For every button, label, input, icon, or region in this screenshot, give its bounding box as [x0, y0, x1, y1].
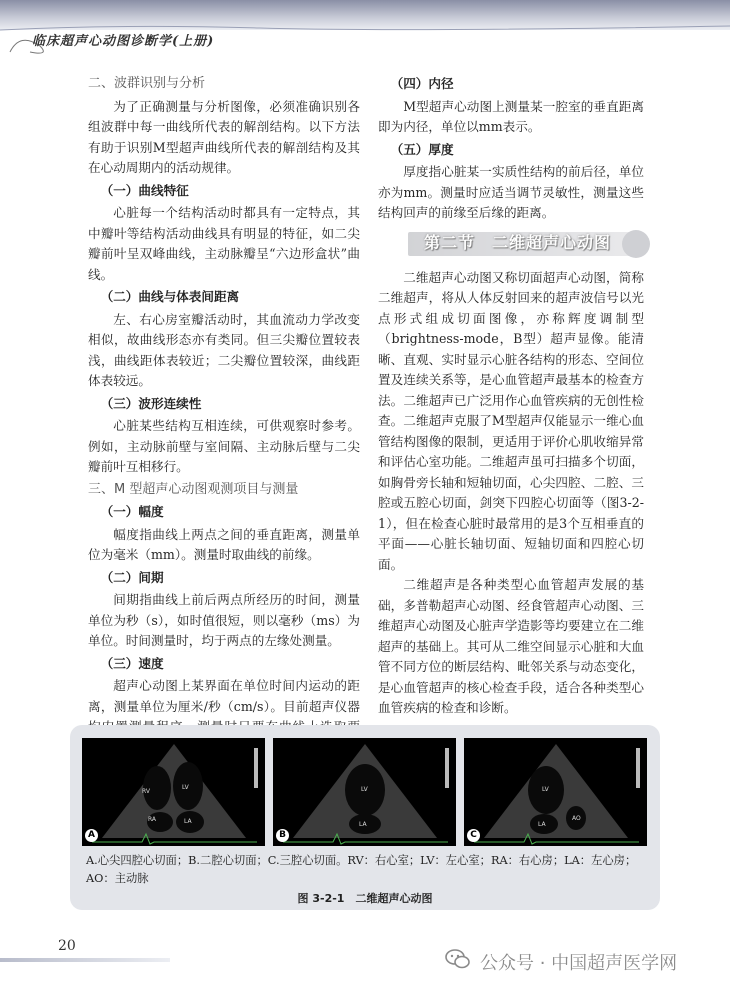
echo-panel-c	[464, 738, 647, 846]
subheading: （二）间期	[100, 569, 164, 585]
paragraph: 左、右心房室瓣活动时，其血流动力学改变相似，故曲线形态亦有类同。但三尖瓣位置较表浅，曲线距体表较近；二尖瓣位置较深，曲线距体表较远。	[88, 311, 360, 388]
paragraph: 心脏某些结构互相连续，可供观察时参考。例如，主动脉前壁与室间隔、主动脉后壁与二尖瓣前叶互相移行。	[88, 418, 360, 474]
panel-tag: B	[276, 829, 289, 842]
echo-label: RA	[148, 816, 157, 823]
right-column	[378, 72, 644, 719]
paragraph: 幅度指曲线上两点之间的垂直距离，测量单位为毫米（mm）。测量时取曲线的前缘。	[88, 526, 360, 562]
section-title: 第二节 二维超声心动图	[424, 232, 612, 252]
paragraph: 心脏每一个结构活动时都具有一定特点，其中瓣叶等结构活动曲线具有明显的特征，如二尖瓣前叶呈双峰曲线，主动脉瓣呈“六边形盒状”曲线。	[88, 205, 360, 282]
page-number-bar	[0, 958, 170, 962]
figure-caption: A.心尖四腔心切面；B.二腔心切面；C.三腔心切面。RV：右心室；LV：左心室；RA：右心房；LA：左心房；AO：主动脉	[86, 854, 637, 885]
subheading: （三）速度	[100, 655, 164, 671]
echo-label: AO	[572, 815, 581, 822]
figure-label: 图 3-2-1 二维超声心动图	[297, 892, 433, 905]
paragraph: 二维超声心动图又称切面超声心动图，简称二维超声，将从人体反射回来的超声波信号以光点形式组成切面图像，亦称辉度调制型（brightness-mode，B型）超声显像。能清晰、直观、实时显示心脏各结构的形态、空间位置及连续关系等，是心血管超声最基本的检查方法。二维超声已广泛用作心血管疾病的无创性检查。二维超声克服了M型超声仅能显示一维心血管结构图像的限制，更适用于评价心肌收缩异常和评估心室功能。二维超声虽可扫描多个切面，如胸骨旁长轴和短轴切面，心尖四腔、二腔、三腔或五腔心切面，剑突下四腔心切面等（图3-2-1），但在检查心脏时最常用的是3个互相垂直的平面——心脏长轴切面、短轴切面和四腔心切面。	[378, 269, 644, 572]
subheading: （三）波形连续性	[100, 395, 202, 411]
echo-label: LV	[182, 784, 189, 791]
paragraph: 二维超声是各种类型心血管超声发展的基础，多普勒超声心动图、经食管超声心动图、三维超声心动图及心脏声学造影等均要建立在二维超声的基础上。其可从二维空间显示心脏和大血管不同方位的断层结构、毗邻关系与动态变化，是心血管超声的核心检查手段，适合各种类型心血管疾病的检查和诊断。	[378, 577, 644, 715]
subheading: （五）厚度	[390, 141, 454, 157]
subheading: （二）曲线与体表间距离	[100, 289, 240, 304]
paragraph: 超声心动图上某界面在单位时间内运动的距离，测量单位为厘米/秒（cm/s）。目前超声仪器	[88, 678, 360, 714]
echo-label: LA	[538, 821, 546, 828]
section-heading: 二、波群识别与分析	[88, 76, 206, 91]
watermark-text: 公众号 · 中国超声医学网	[480, 953, 678, 974]
paragraph: M型超声心动图上测量某一腔室的垂直距离即为内径，单位以mm表示。	[378, 98, 644, 134]
book-title: 临床超声心动图诊断学(上册)	[32, 34, 215, 49]
echo-label: LV	[361, 786, 368, 793]
paragraph: 间期指曲线上前后两点所经历的时间，测量单位为秒（s），如时值很短，则以毫秒（ms）为单位。时间测量时，均于两点的左缘处测量。	[88, 592, 360, 648]
left-column	[88, 72, 360, 758]
subheading: （一）曲线特征	[100, 182, 189, 198]
echo-label: RV	[142, 788, 150, 795]
page-number: 20	[58, 938, 76, 954]
paragraph: 为了正确测量与分析图像，必须准确识别各组波群中每一曲线所代表的解剖结构。以下方法有助于识别M型超声曲线所代表的解剖结构及其在心动周期内的活动规律。	[88, 98, 360, 175]
section-title-bar	[408, 230, 640, 258]
echo-panel-a	[82, 738, 265, 846]
echo-panel-b	[273, 738, 456, 846]
section-title-ornament-icon	[622, 230, 650, 258]
echo-label: LV	[542, 786, 549, 793]
subheading: （一）幅度	[100, 504, 164, 519]
echo-label: LA	[359, 821, 367, 828]
echo-image-c	[464, 738, 647, 846]
section-heading: 三、M 型超声心动图观测项目与测量	[88, 481, 299, 497]
paragraph: 厚度指心脏某一实质性结构的前后径，单位亦为mm。测量时应适当调节灵敏性，测量这些结构回声的前缘至后缘的距离。	[378, 164, 644, 220]
subheading: （四）内径	[390, 76, 454, 91]
panel-tag: C	[467, 829, 480, 842]
echo-image-a	[82, 738, 265, 846]
wechat-icon	[445, 948, 471, 970]
panel-tag: A	[85, 829, 98, 842]
echo-label: LA	[184, 818, 192, 825]
